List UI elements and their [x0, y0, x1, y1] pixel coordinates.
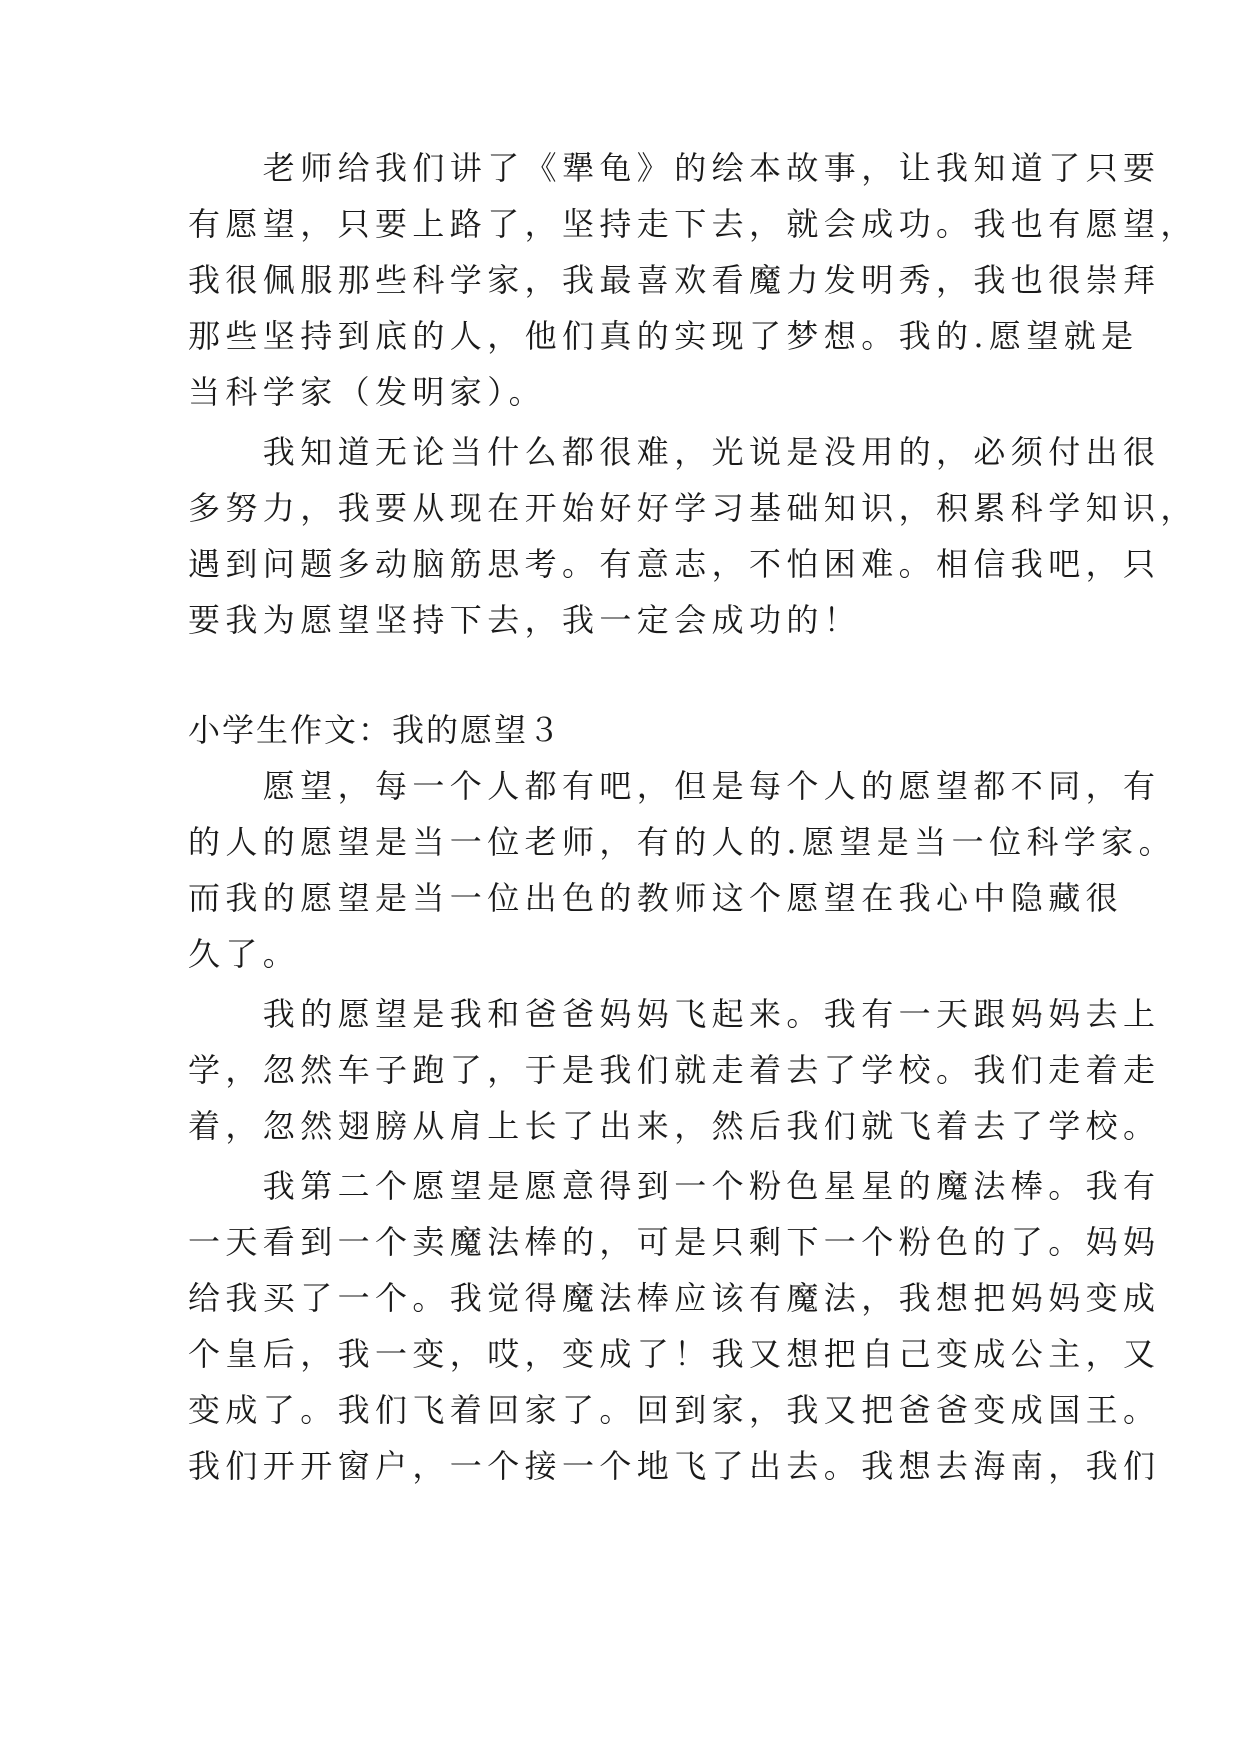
- text-line: 愿望，每一个人都有吧，但是每个人的愿望都不同，有: [188, 767, 1161, 805]
- text-line: 学，忽然车子跑了，于是我们就走着去了学校。我们走着走: [188, 1051, 1161, 1089]
- text-line: 要我为愿望坚持下去，我一定会成功的！: [188, 601, 862, 639]
- text-line: 一天看到一个卖魔法棒的，可是只剩下一个粉色的了。妈妈: [188, 1223, 1161, 1261]
- text-line: 着，忽然翅膀从肩上长了出来，然后我们就飞着去了学校。: [188, 1107, 1161, 1145]
- text-line: 当科学家（发明家）。: [188, 373, 547, 411]
- text-line: 我第二个愿望是愿意得到一个粉色星星的魔法棒。我有: [188, 1167, 1161, 1205]
- section-heading: 小学生作文：我的愿望３: [188, 711, 563, 749]
- text-line: 遇到问题多动脑筋思考。有意志，不怕困难。相信我吧，只: [188, 545, 1161, 583]
- text-line: 多努力，我要从现在开始好好学习基础知识，积累科学知识，: [188, 489, 1198, 527]
- text-line: 给我买了一个。我觉得魔法棒应该有魔法，我想把妈妈变成: [188, 1279, 1161, 1317]
- text-line: 久了。: [188, 935, 301, 973]
- text-line: 我很佩服那些科学家，我最喜欢看魔力发明秀，我也很崇拜: [188, 261, 1161, 299]
- text-line: 个皇后，我一变，哎，变成了！我又想把自己变成公主，又: [188, 1335, 1161, 1373]
- text-line: 有愿望，只要上路了，坚持走下去，就会成功。我也有愿望，: [188, 205, 1198, 243]
- text-line: 我们开开窗户，一个接一个地飞了出去。我想去海南，我们: [188, 1447, 1161, 1485]
- text-line: 那些坚持到底的人，他们真的实现了梦想。我的.愿望就是: [188, 317, 1139, 355]
- text-line: 我的愿望是我和爸爸妈妈飞起来。我有一天跟妈妈去上: [188, 995, 1161, 1033]
- text-line: 老师给我们讲了《犟龟》的绘本故事，让我知道了只要: [188, 149, 1161, 187]
- text-line: 变成了。我们飞着回家了。回到家，我又把爸爸变成国王。: [188, 1391, 1161, 1429]
- text-line: 而我的愿望是当一位出色的教师这个愿望在我心中隐藏很: [188, 879, 1124, 917]
- text-line: 我知道无论当什么都很难，光说是没用的，必须付出很: [188, 433, 1161, 471]
- text-line: 的人的愿望是当一位老师，有的人的.愿望是当一位科学家。: [188, 823, 1176, 861]
